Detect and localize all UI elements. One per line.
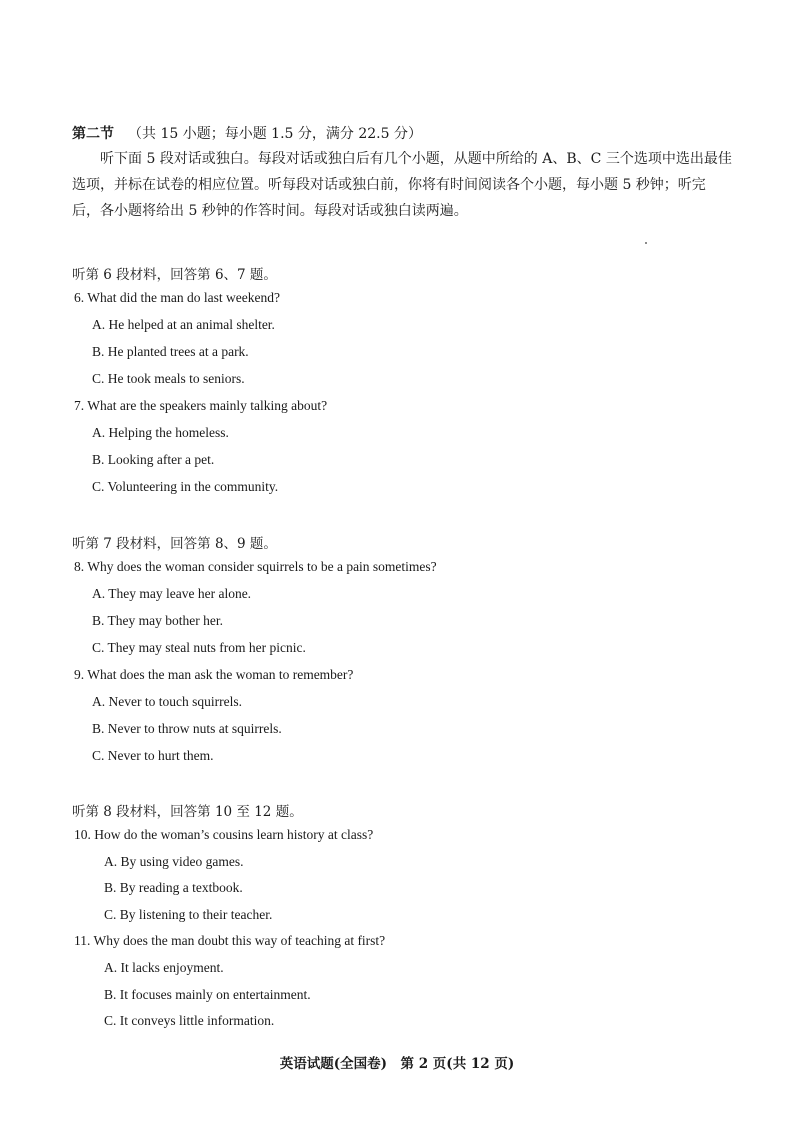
option-b: B. They may bother her. bbox=[92, 613, 223, 628]
option-c: C. By listening to their teacher. bbox=[104, 907, 273, 922]
option-a: A. They may leave her alone. bbox=[92, 586, 252, 601]
option-c: C. It conveys little information. bbox=[104, 1013, 275, 1028]
option-c: C. Volunteering in the community. bbox=[92, 479, 279, 494]
stray-mark bbox=[645, 242, 647, 244]
option-b: B. Never to throw nuts at squirrels. bbox=[92, 721, 282, 736]
option-a: A. By using video games. bbox=[104, 854, 244, 869]
question-stem: 9. What does the man ask the woman to remember? bbox=[74, 667, 354, 682]
option-b: B. By reading a textbook. bbox=[104, 880, 243, 895]
question-stem: 6. What did the man do last weekend? bbox=[74, 290, 280, 305]
option-c: C. Never to hurt them. bbox=[92, 748, 214, 763]
question-stem: 11. Why does the man doubt this way of teaching at first? bbox=[74, 933, 386, 948]
option-a: A. Never to touch squirrels. bbox=[92, 694, 242, 709]
group-heading: 听第 8 段材料，回答第 10 至 12 题。 bbox=[72, 804, 303, 820]
section-instructions: 听下面 5 段对话或独白。每段对话或独白后有几个小题，从题中所给的 A、B、C 三个选项中选出最佳选项，并标在试卷的相应位置。听每段对话或独白前，你将有时间阅读各个小题，每小题 5 秒钟；听完后，各小题将给出 5 秒钟的作答时间。每段对话或独白读两遍。 bbox=[72, 151, 732, 219]
option-c: C. He took meals to seniors. bbox=[92, 371, 245, 386]
question-stem: 8. Why does the woman consider squirrels to be a pain sometimes? bbox=[74, 559, 437, 574]
section-info: （共 15 小题；每小题 1.5 分，满分 22.5 分） bbox=[128, 126, 422, 142]
section-label: 第二节 bbox=[72, 126, 114, 142]
option-a: A. It lacks enjoyment. bbox=[104, 960, 224, 975]
section-title bbox=[72, 123, 422, 143]
option-b: B. Looking after a pet. bbox=[92, 452, 215, 467]
question-stem: 7. What are the speakers mainly talking about? bbox=[74, 398, 328, 413]
option-b: B. It focuses mainly on entertainment. bbox=[104, 987, 311, 1002]
page-footer: 英语试题(全国卷) 第 2 页(共 12 页) bbox=[279, 1056, 515, 1072]
group-heading: 听第 6 段材料，回答第 6、7 题。 bbox=[72, 267, 277, 283]
option-a: A. Helping the homeless. bbox=[92, 425, 229, 440]
group-heading: 听第 7 段材料，回答第 8、9 题。 bbox=[72, 536, 277, 552]
question-stem: 10. How do the woman’s cousins learn history at class? bbox=[74, 827, 374, 842]
option-b: B. He planted trees at a park. bbox=[92, 344, 249, 359]
option-c: C. They may steal nuts from her picnic. bbox=[92, 640, 306, 655]
option-a: A. He helped at an animal shelter. bbox=[92, 317, 275, 332]
